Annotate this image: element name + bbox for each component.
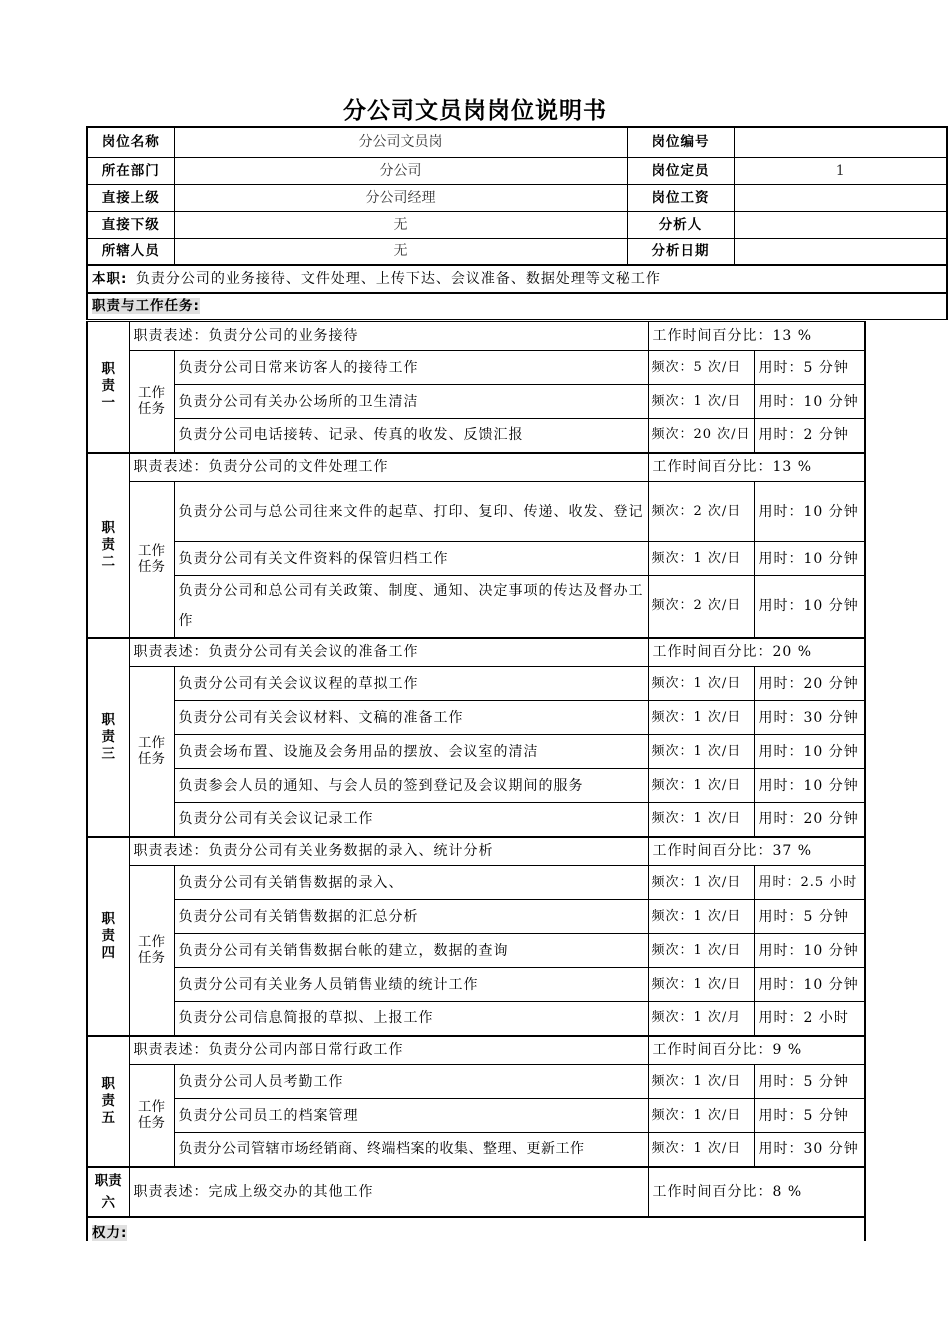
duty-1-task-3: 负责分公司电话接转、记录、传真的收发、反馈汇报 bbox=[174, 419, 648, 453]
duty-3-work-task-label: 工作 任务 bbox=[129, 667, 174, 837]
duty-4-pct: 工作时间百分比：37 % bbox=[648, 837, 865, 866]
duty-1-task-2-freq: 频次：1 次/日 bbox=[648, 385, 754, 419]
duty-1-task-1: 负责分公司日常来访客人的接待工作 bbox=[174, 351, 648, 385]
duty-2-task-2-freq: 频次：1 次/日 bbox=[648, 542, 754, 576]
duty-3-task-5-time: 用时：20 分钟 bbox=[754, 803, 865, 837]
document-title: 分公司文员岗岗位说明书 bbox=[343, 98, 607, 124]
duty-5-task-3-freq: 频次：1 次/日 bbox=[648, 1133, 754, 1167]
duty-1-task-3-time: 用时：2 分钟 bbox=[754, 419, 865, 453]
duty-summary-text: 负责分公司的业务接待、文件处理、上传下达、会议准备、数据处理等文秘工作 bbox=[135, 271, 661, 287]
duty-3-task-2-time: 用时：30 分钟 bbox=[754, 701, 865, 735]
duty-3-task-1-time: 用时：20 分钟 bbox=[754, 667, 865, 701]
duty-4-work-task-label: 工作 任务 bbox=[129, 866, 174, 1036]
duty-5-label: 职 责 五 bbox=[87, 1036, 129, 1167]
salary-value bbox=[734, 184, 947, 211]
duty-3-task-4: 负责参会人员的通知、与会人员的签到登记及会议期间的服务 bbox=[174, 769, 648, 803]
dept-label: 所在部门 bbox=[87, 157, 174, 184]
duty-5-work-task-label: 工作 任务 bbox=[129, 1065, 174, 1167]
analyst-label: 分析人 bbox=[627, 211, 734, 238]
duty-2-task-3: 负责分公司和总公司有关政策、制度、通知、决定事项的传达及督办工作 bbox=[174, 576, 648, 638]
dept-value: 分公司 bbox=[174, 157, 627, 184]
duty-1-task-1-time: 用时：5 分钟 bbox=[754, 351, 865, 385]
duty-4-task-5-freq: 频次：1 次/月 bbox=[648, 1002, 754, 1036]
duty-4-task-3-freq: 频次：1 次/日 bbox=[648, 934, 754, 968]
duty-2-task-1-freq: 频次：2 次/日 bbox=[648, 482, 754, 542]
duty-1-work-task-label: 工作 任务 bbox=[129, 351, 174, 453]
duty-6-label: 职责 六 bbox=[87, 1167, 129, 1217]
analyst-value bbox=[734, 211, 947, 238]
duty-6-pct: 工作时间百分比：8 % bbox=[648, 1167, 865, 1217]
duty-4-label: 职 责 四 bbox=[87, 837, 129, 1036]
duty-5-task-1: 负责分公司人员考勤工作 bbox=[174, 1065, 648, 1099]
superior-value: 分公司经理 bbox=[174, 184, 627, 211]
duty-3-task-3-freq: 频次：1 次/日 bbox=[648, 735, 754, 769]
duty-3-desc: 职责表述：负责分公司有关会议的准备工作 bbox=[129, 638, 648, 667]
duty-4-desc: 职责表述：负责分公司有关业务数据的录入、统计分析 bbox=[129, 837, 648, 866]
duty-4-task-3-time: 用时：10 分钟 bbox=[754, 934, 865, 968]
duty-5-pct: 工作时间百分比：9 % bbox=[648, 1036, 865, 1065]
duty-5-task-2-time: 用时：5 分钟 bbox=[754, 1099, 865, 1133]
duty-3-task-4-freq: 频次：1 次/日 bbox=[648, 769, 754, 803]
duty-3-task-4-time: 用时：10 分钟 bbox=[754, 769, 865, 803]
duty-2-task-3-time: 用时：10 分钟 bbox=[754, 576, 865, 638]
duty-6-desc: 职责表述：完成上级交办的其他工作 bbox=[129, 1167, 648, 1217]
duty-5-task-3-time: 用时：30 分钟 bbox=[754, 1133, 865, 1167]
salary-label: 岗位工资 bbox=[627, 184, 734, 211]
post-no-value bbox=[734, 127, 947, 157]
duty-2-pct: 工作时间百分比：13 % bbox=[648, 453, 865, 482]
duty-3-task-5-freq: 频次：1 次/日 bbox=[648, 803, 754, 837]
duty-4-task-2: 负责分公司有关销售数据的汇总分析 bbox=[174, 900, 648, 934]
duty-3-task-3: 负责会场布置、设施及会务用品的摆放、会议室的清洁 bbox=[174, 735, 648, 769]
duty-4-task-1-freq: 频次：1 次/日 bbox=[648, 866, 754, 900]
staff-label: 所辖人员 bbox=[87, 238, 174, 265]
quota-value: 1 bbox=[734, 157, 947, 184]
duty-1-task-3-freq: 频次：20 次/日 bbox=[648, 419, 754, 453]
duty-4-task-4: 负责分公司有关业务人员销售业绩的统计工作 bbox=[174, 968, 648, 1002]
duty-1-task-2-time: 用时：10 分钟 bbox=[754, 385, 865, 419]
authority-label: 权力: bbox=[92, 1224, 128, 1241]
duties-heading: 职责与工作任务: bbox=[92, 298, 200, 315]
staff-value: 无 bbox=[174, 238, 627, 265]
duty-3-task-1: 负责分公司有关会议议程的草拟工作 bbox=[174, 667, 648, 701]
duty-2-task-1-time: 用时：10 分钟 bbox=[754, 482, 865, 542]
duty-3-task-3-time: 用时：10 分钟 bbox=[754, 735, 865, 769]
post-name-value: 分公司文员岗 bbox=[174, 127, 627, 157]
duty-5-desc: 职责表述：负责分公司内部日常行政工作 bbox=[129, 1036, 648, 1065]
post-name-label: 岗位名称 bbox=[87, 127, 174, 157]
duty-4-task-1: 负责分公司有关销售数据的录入、 bbox=[174, 866, 648, 900]
duty-4-task-1-time: 用时：2.5 小时 bbox=[754, 866, 865, 900]
duty-3-task-2: 负责分公司有关会议材料、文稿的准备工作 bbox=[174, 701, 648, 735]
duty-1-desc: 职责表述：负责分公司的业务接待 bbox=[129, 322, 648, 351]
duty-1-task-2: 负责分公司有关办公场所的卫生清洁 bbox=[174, 385, 648, 419]
duty-2-task-3-freq: 频次：2 次/日 bbox=[648, 576, 754, 638]
duty-3-label: 职 责 三 bbox=[87, 638, 129, 837]
duty-3-task-2-freq: 频次：1 次/日 bbox=[648, 701, 754, 735]
post-no-label: 岗位编号 bbox=[627, 127, 734, 157]
header-info-table bbox=[86, 126, 948, 320]
duty-1-label: 职 责 一 bbox=[87, 322, 129, 453]
duty-4-task-2-freq: 频次：1 次/日 bbox=[648, 900, 754, 934]
analysis-date-label: 分析日期 bbox=[627, 238, 734, 265]
duty-4-task-4-freq: 频次：1 次/日 bbox=[648, 968, 754, 1002]
duty-2-task-2: 负责分公司有关文件资料的保管归档工作 bbox=[174, 542, 648, 576]
superior-label: 直接上级 bbox=[87, 184, 174, 211]
duty-5-task-3: 负责分公司管辖市场经销商、终端档案的收集、整理、更新工作 bbox=[174, 1133, 648, 1167]
duty-4-task-4-time: 用时：10 分钟 bbox=[754, 968, 865, 1002]
quota-label: 岗位定员 bbox=[627, 157, 734, 184]
duty-3-pct: 工作时间百分比：20 % bbox=[648, 638, 865, 667]
duty-5-task-2: 负责分公司员工的档案管理 bbox=[174, 1099, 648, 1133]
duty-5-task-1-freq: 频次：1 次/日 bbox=[648, 1065, 754, 1099]
duty-2-task-1: 负责分公司与总公司往来文件的起草、打印、复印、传递、收发、登记 bbox=[174, 482, 648, 542]
analysis-date-value bbox=[734, 238, 947, 265]
duty-5-task-2-freq: 频次：1 次/日 bbox=[648, 1099, 754, 1133]
duty-2-desc: 职责表述：负责分公司的文件处理工作 bbox=[129, 453, 648, 482]
duty-3-task-5: 负责分公司有关会议记录工作 bbox=[174, 803, 648, 837]
duty-1-pct: 工作时间百分比：13 % bbox=[648, 322, 865, 351]
duty-4-task-3: 负责分公司有关销售数据台帐的建立，数据的查询 bbox=[174, 934, 648, 968]
subordinate-value: 无 bbox=[174, 211, 627, 238]
duty-4-task-2-time: 用时：5 分钟 bbox=[754, 900, 865, 934]
duty-5-task-1-time: 用时：5 分钟 bbox=[754, 1065, 865, 1099]
duty-3-task-1-freq: 频次：1 次/日 bbox=[648, 667, 754, 701]
duty-2-work-task-label: 工作 任务 bbox=[129, 482, 174, 638]
duty-summary-label: 本职: bbox=[92, 271, 128, 287]
duty-summary-row bbox=[87, 265, 947, 293]
authority-row bbox=[87, 1217, 865, 1241]
duty-2-task-2-time: 用时：10 分钟 bbox=[754, 542, 865, 576]
duties-table bbox=[86, 321, 866, 1241]
duties-heading-row bbox=[87, 293, 947, 319]
duty-2-label: 职 责 二 bbox=[87, 453, 129, 638]
subordinate-label: 直接下级 bbox=[87, 211, 174, 238]
duty-4-task-5: 负责分公司信息简报的草拟、上报工作 bbox=[174, 1002, 648, 1036]
duty-1-task-1-freq: 频次：5 次/日 bbox=[648, 351, 754, 385]
duty-4-task-5-time: 用时：2 小时 bbox=[754, 1002, 865, 1036]
